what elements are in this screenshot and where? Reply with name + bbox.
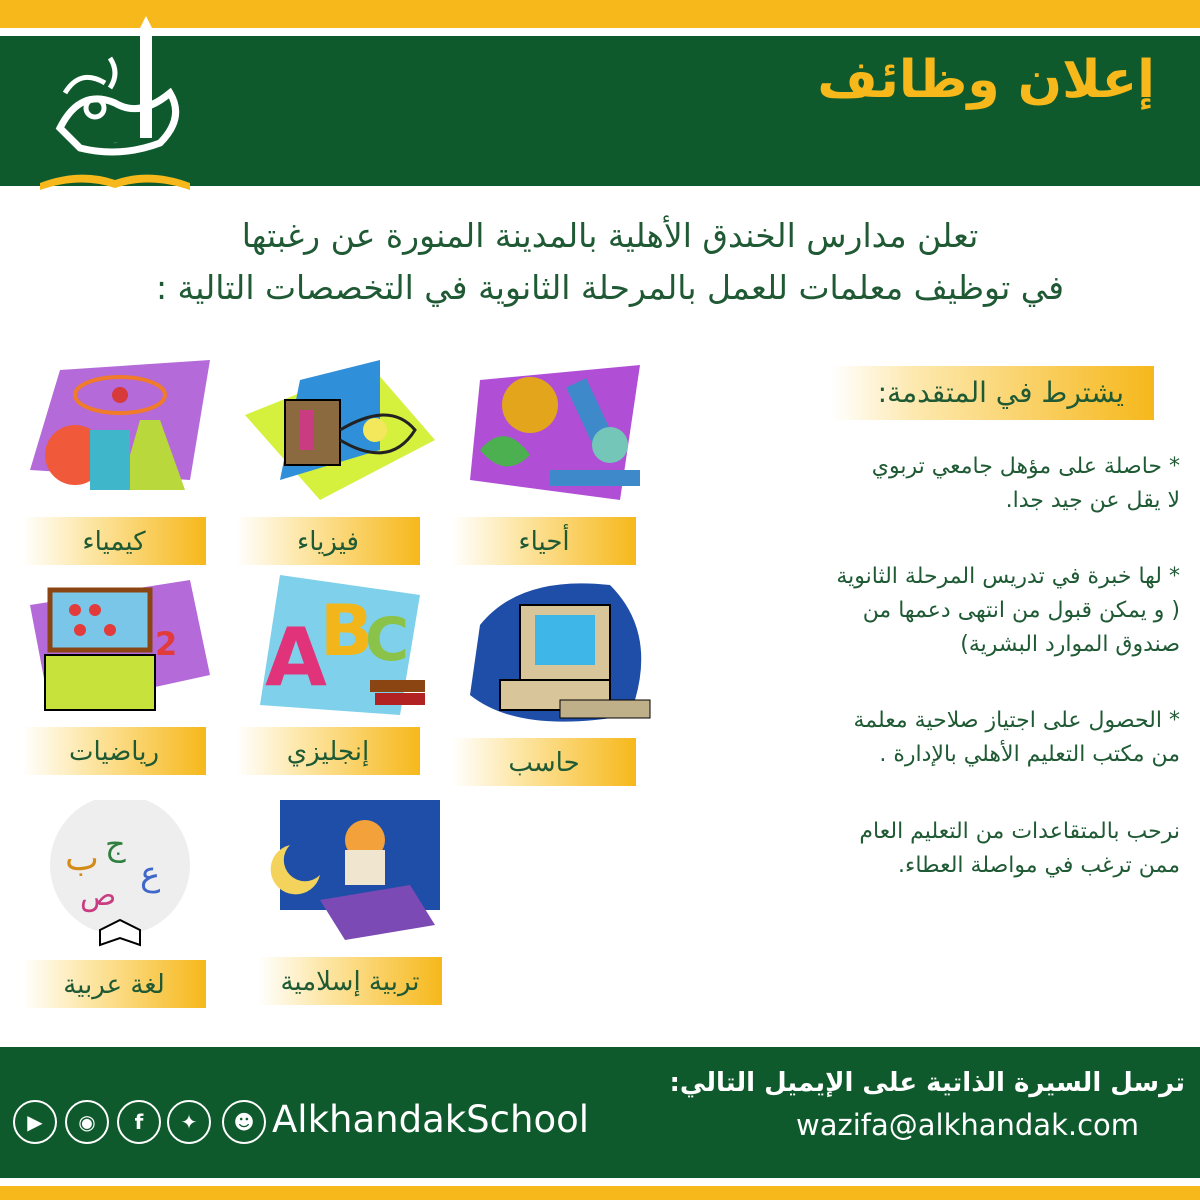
battery-icon	[240, 360, 440, 510]
intro-line-1: تعلن مدارس الخندق الأهلية بالمدينة المنورة عن رغبتها	[241, 216, 979, 255]
twitter-icon[interactable]: ✦	[167, 1100, 211, 1144]
subject-label-physics: فيزياء	[236, 517, 420, 565]
social-handle[interactable]: AlkhandakSchool	[272, 1098, 590, 1141]
svg-text:A: A	[265, 611, 327, 704]
svg-text:ب: ب	[65, 838, 99, 879]
logo-text: الخندق	[113, 143, 117, 144]
cv-instruction: ترسل السيرة الذاتية على الإيميل التالي:	[669, 1068, 1185, 1098]
abacus-icon	[20, 575, 220, 725]
subject-label-math: رياضيات	[22, 727, 206, 775]
intro-line-2: في توظيف معلمات للعمل بالمرحلة الثانوية في التخصصات التالية :	[155, 268, 1065, 307]
svg-text:ع: ع	[140, 854, 161, 894]
svg-text:2: 2	[155, 625, 178, 663]
youtube-icon[interactable]: ▶	[13, 1100, 57, 1144]
instagram-icon[interactable]: ◉	[65, 1100, 109, 1144]
subject-label-english: إنجليزي	[236, 727, 420, 775]
svg-text:B: B	[320, 590, 374, 672]
svg-text:ص: ص	[80, 878, 117, 913]
intro-text	[60, 210, 1160, 314]
requirement-1	[720, 450, 1180, 518]
email-link[interactable]: wazifa@alkhandak.com	[796, 1108, 1140, 1142]
requirement-3	[720, 704, 1180, 772]
requirement-1-line-2: لا يقل عن جيد جدا.	[1005, 488, 1180, 513]
svg-text:ج: ج	[105, 825, 126, 863]
svg-text:C: C	[365, 605, 410, 675]
requirement-2-line-3: صندوق الموارد البشرية)	[960, 632, 1180, 657]
subject-label-arabic: لغة عربية	[22, 960, 206, 1008]
requirement-2-line-1: * لها خبرة في تدريس المرحلة الثانوية	[836, 564, 1180, 589]
snapchat-icon[interactable]: ☻	[222, 1100, 266, 1144]
bottom-gold-stripe	[0, 1186, 1200, 1200]
requirement-1-line-1: * حاصلة على مؤهل جامعي تربوي	[871, 454, 1180, 479]
note-line-1: نرحب بالمتقاعدات من التعليم العام	[859, 819, 1180, 844]
requirements-note	[720, 815, 1180, 883]
microscope-icon	[460, 360, 660, 510]
requirement-2	[720, 560, 1180, 662]
subject-label-biology: أحياء	[452, 517, 636, 565]
note-line-2: ممن ترغب في مواصلة العطاء.	[898, 853, 1180, 878]
facebook-icon[interactable]: f	[117, 1100, 161, 1144]
requirements-heading: يشترط في المتقدمة:	[832, 366, 1154, 420]
requirement-2-line-2: ( و يمكن قبول من انتهى دعمها من	[862, 598, 1180, 623]
subject-label-islamic: تربية إسلامية	[258, 957, 442, 1005]
chemistry-flask-icon	[20, 360, 220, 510]
mosque-quran-icon	[260, 790, 460, 940]
abc-letters-icon	[240, 575, 440, 725]
arabic-letters-icon	[20, 800, 220, 950]
computer-icon	[460, 575, 660, 725]
subject-label-computer: حاسب	[452, 738, 636, 786]
school-logo-icon	[20, 8, 210, 198]
page-title: إعلان وظائف	[817, 50, 1155, 110]
subject-label-chemistry: كيمياء	[22, 517, 206, 565]
requirement-3-line-1: * الحصول على اجتياز صلاحية معلمة	[853, 708, 1180, 733]
requirement-3-line-2: من مكتب التعليم الأهلي بالإدارة .	[879, 742, 1180, 767]
